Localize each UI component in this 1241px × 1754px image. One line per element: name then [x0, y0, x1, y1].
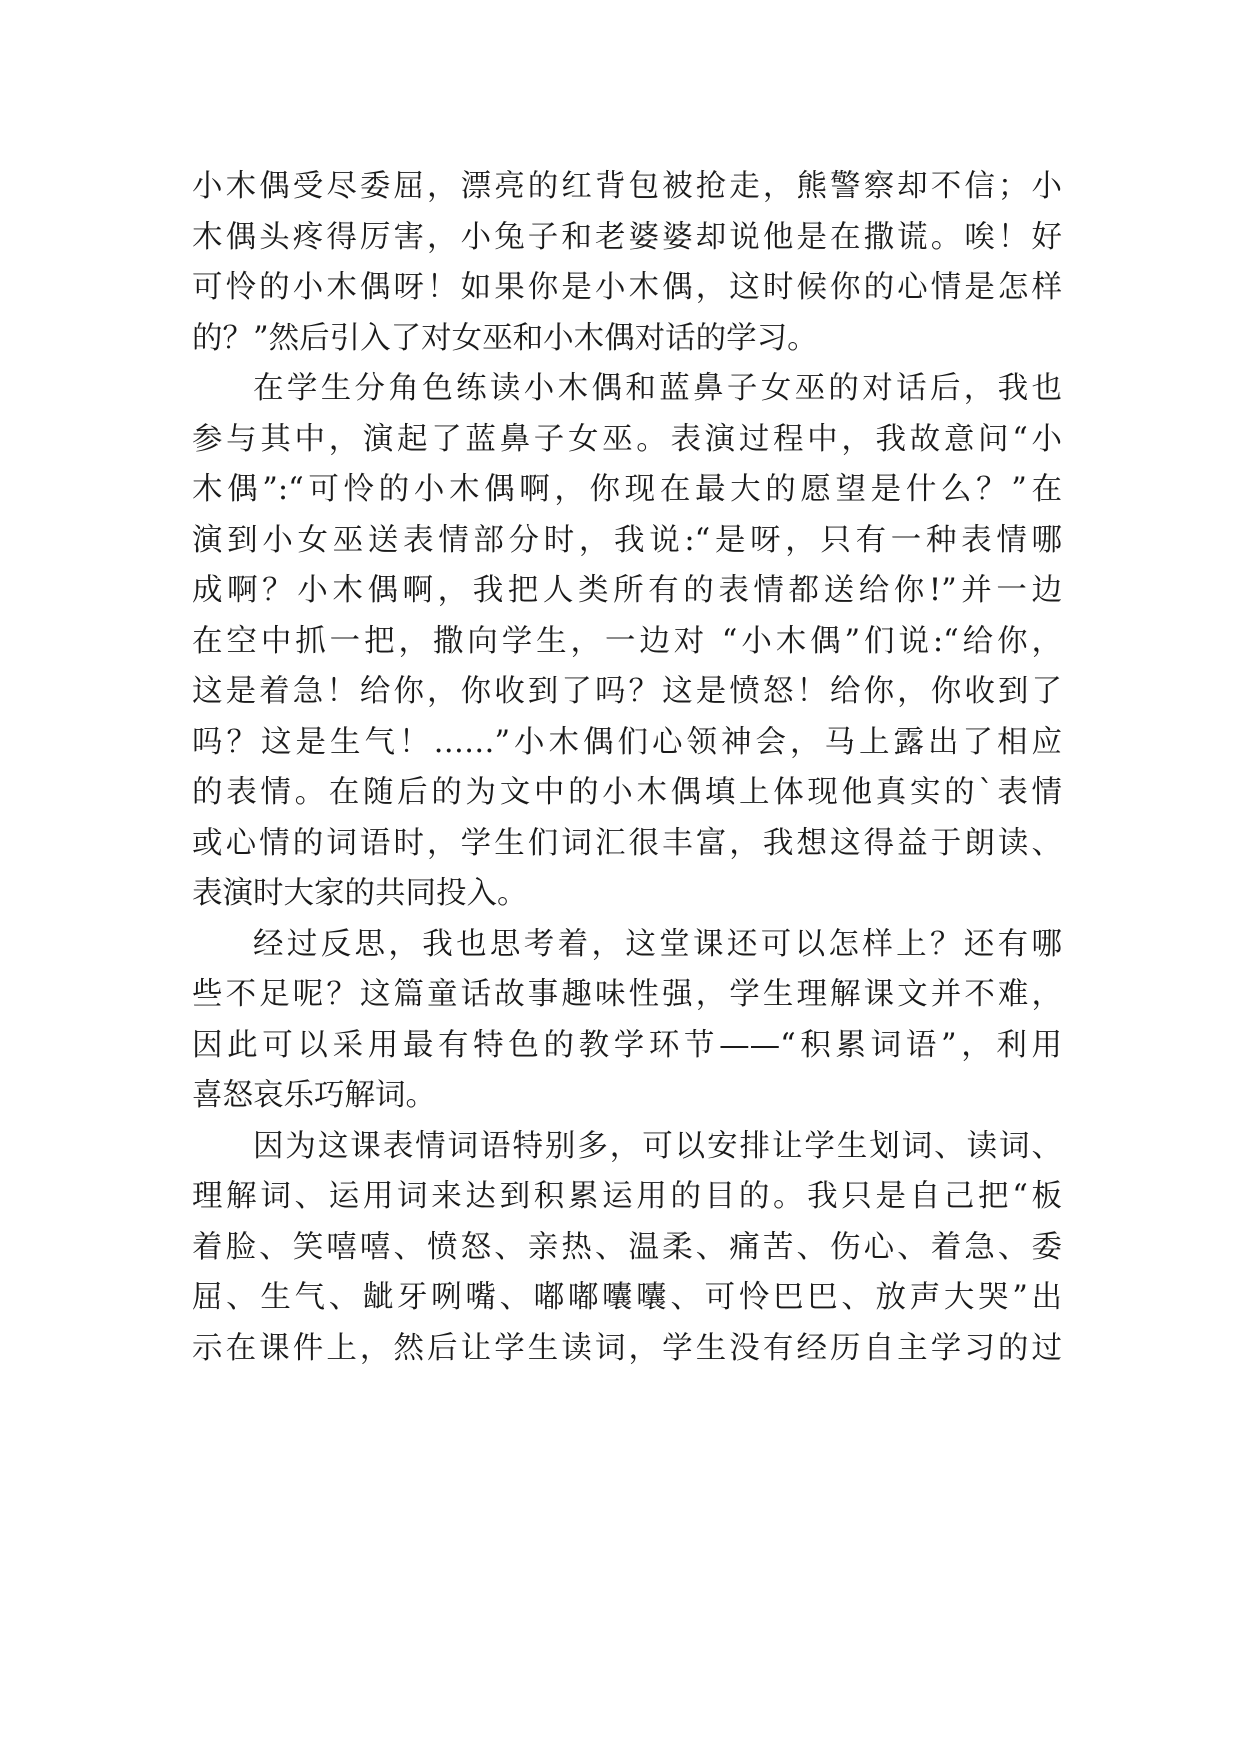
body-text: [192, 162, 1062, 1374]
text-line: 参与其中，演起了蓝鼻子女巫。表演过程中，我故意问“小: [192, 421, 1062, 457]
text-line: 演到小女巫送表情部分时，我说:“是呀，只有一种表情哪: [192, 522, 1062, 558]
text-line: 或心情的词语时，学生们词汇很丰富，我想这得益于朗读、: [192, 825, 1062, 861]
text-line: 的表情。在随后的为文中的小木偶填上体现他真实的`表情: [192, 775, 1062, 810]
text-line: 着脸、笑嘻嘻、愤怒、亲热、温柔、痛苦、伤心、着急、委: [192, 1229, 1062, 1265]
paragraph-first-line: 在学生分角色练读小木偶和蓝鼻子女巫的对话后，我也: [253, 371, 1062, 406]
text-line: 木偶”:“可怜的小木偶啊，你现在最大的愿望是什么？”在: [192, 472, 1062, 507]
text-line: 示在课件上，然后让学生读词，学生没有经历自主学习的过: [192, 1330, 1062, 1366]
text-line: 这是着急！给你，你收到了吗？这是愤怒！给你，你收到了: [192, 674, 1062, 709]
text-line: 吗？这是生气！……”小木偶们心领神会，马上露出了相应: [192, 724, 1062, 760]
paragraph-first-line: 因为这课表情词语特别多，可以安排让学生划词、读词、: [253, 1128, 1062, 1164]
text-line: 喜怒哀乐巧解词。: [192, 1078, 436, 1113]
text-line: 木偶头疼得厉害，小兔子和老婆婆却说他是在撒谎。唉！好: [192, 219, 1062, 255]
text-line: 小木偶受尽委屈，漂亮的红背包被抢走，熊警察却不信；小: [192, 169, 1062, 204]
text-line: 成啊？小木偶啊，我把人类所有的表情都送给你!”并一边: [192, 573, 1062, 608]
text-line: 些不足呢？这篇童话故事趣味性强，学生理解课文并不难，: [192, 977, 1062, 1012]
text-line: 的？”然后引入了对女巫和小木偶对话的学习。: [192, 320, 818, 356]
text-line: 可怜的小木偶呀！如果你是小木偶，这时候你的心情是怎样: [192, 270, 1062, 305]
text-line: 理解词、运用词来达到积累运用的目的。我只是自己把“板: [192, 1179, 1062, 1214]
text-line: 在空中抓一把，撒向学生，一边对 “小木偶”们说:“给你，: [192, 623, 1062, 659]
text-line: 屈、生气、龇牙咧嘴、嘟嘟囔囔、可怜巴巴、放声大哭”出: [192, 1280, 1062, 1315]
text-line: 因此可以采用最有特色的教学环节——“积累词语”，利用: [192, 1027, 1062, 1063]
paragraph-first-line: 经过反思，我也思考着，这堂课还可以怎样上？还有哪: [253, 926, 1062, 962]
text-line: 表演时大家的共同投入。: [192, 876, 528, 911]
